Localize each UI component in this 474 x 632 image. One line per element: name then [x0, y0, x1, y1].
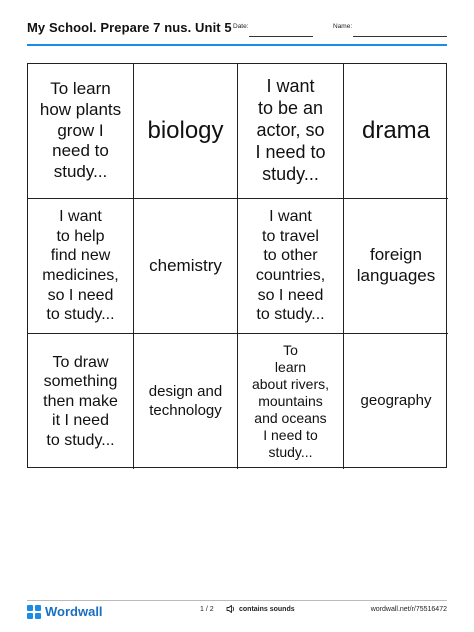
card-subject: biology [134, 64, 238, 199]
footer-divider [27, 600, 447, 601]
card-subject: foreign languages [344, 199, 448, 334]
card-prompt: I want to be an actor, so I need to study... [238, 64, 344, 199]
card-subject: design and technology [134, 334, 238, 469]
card-prompt: To learn how plants grow I need to study... [28, 64, 134, 199]
date-field[interactable] [249, 36, 313, 37]
worksheet-title: My School. Prepare 7 nus. Unit 5 [27, 20, 232, 35]
card-subject: geography [360, 392, 432, 410]
contains-sounds-note [226, 604, 295, 614]
date-label: Date: [233, 23, 249, 30]
card-grid [27, 63, 447, 468]
header-divider [27, 44, 447, 46]
wordwall-logo-icon [27, 605, 41, 619]
activity-url[interactable]: wordwall.net/r/75516472 [370, 606, 447, 613]
wordwall-logo[interactable] [27, 604, 103, 619]
card-prompt: I want to travel to other countries, so I need to study... [238, 199, 344, 334]
worksheet-header [27, 14, 447, 48]
page-indicator: 1 / 2 [200, 606, 214, 613]
brand-name: Wordwall [45, 604, 103, 619]
name-field[interactable] [353, 36, 447, 37]
speaker-icon [226, 604, 236, 614]
card-prompt: To draw something then make it I need to study... [28, 334, 134, 469]
sounds-label: contains sounds [239, 605, 295, 613]
card-subject: drama [344, 64, 448, 199]
card-prompt: I want to help find new medicines, so I need to study... [28, 199, 134, 334]
card-subject: chemistry [134, 199, 238, 334]
card-prompt: To learn about rivers, mountains and oceans I need to study... [238, 334, 344, 469]
name-label: Name: [333, 23, 353, 30]
